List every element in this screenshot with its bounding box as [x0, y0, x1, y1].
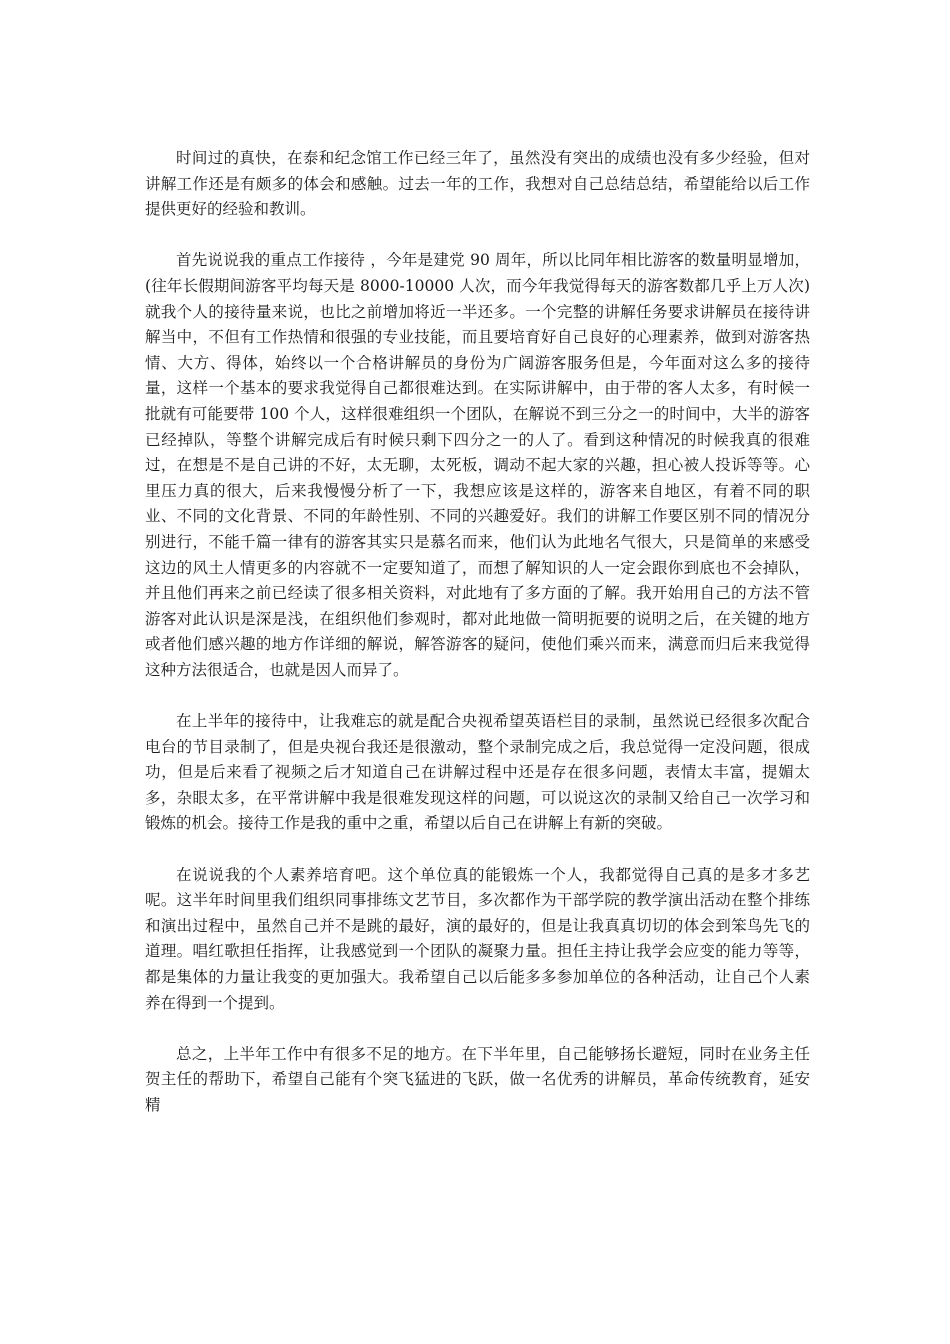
document-body [145, 146, 810, 1144]
paragraph-personal-development: 在说说我的个人素养培育吧。这个单位真的能锻炼一个人，我都觉得自己真的是多才多艺呢。这半年时间里我们组织同事排练文艺节目，多次都作为干部学院的教学演出活动在整个排练和演出过程中，虽然自己并不是跳的最好，演的最好的，但是让我真真切切的体会到笨鸟先飞的道理。唱红歌担任指挥，让我感觉到一个团队的凝聚力量。担任主持让我学会应变的能力等等，都是集体的力量让我变的更加强大。我希望自己以后能多多参加单位的各种活动，让自己个人素养在得到一个提到。 [145, 865, 810, 1012]
paragraph-conclusion: 总之，上半年工作中有很多不足的地方。在下半年里，自己能够扬长避短，同时在业务主任贺主任的帮助下，希望自己能有个突飞猛进的飞跃，做一名优秀的讲解员，革命传统教育，延安精 [145, 1044, 810, 1114]
paragraph-reception-work: 首先说说我的重点工作接待 ，今年是建党 90 周年，所以比同年相比游客的数量明显增加，(往年长假期间游客平均每天是 8000-10000 人次，而今年我觉得每天的游客数都几乎上万人次)就我个人的接待量来说，也比之前增加将近一半还多。一个完整的讲解任务要求讲解员在接待讲解当中，不但有工作热情和很强的专业技能，而且要培育好自己良好的心理素养，做到对游客热情、大方、得体，始终以一个合格讲解员的身份为广阔游客服务但是，今年面对这么多的接待量，这样一个基本的要求我觉得自己都很难达到。在实际讲解中，由于带的客人太多，有时候一批就有可能要带 100 个人，这样很难组织一个团队，在解说不到三分之一的时间中，大半的游客已经掉队，等整个讲解完成后有时候只剩下四分之一的人了。看到这种情况的时候我真的很难过，在想是不是自己讲的不好，太无聊，太死板，调动不起大家的兴趣，担心被人投诉等等。心里压力真的很大，后来我慢慢分析了一下，我想应该是这样的，游客来自地区，有着不同的职业、不同的文化背景、不同的年龄性别、不同的兴趣爱好。我们的讲解工作要区别不同的情况分别进行，不能千篇一律有的游客其实只是慕名而来，他们认为此地名气很大，只是简单的来感受这边的风土人情更多的内容就不一定要知道了，而想了解知识的人一定会跟你到底也不会掉队，并且他们再来之前已经读了很多相关资料，对此地有了多方面的了解。我开始用自己的方法不管游客对此认识是深是浅，在组织他们参观时，都对此地做一简明扼要的说明之后，在关键的地方或者他们感兴趣的地方作详细的解说，解答游客的疑问，使他们乘兴而来，满意而归后来我觉得这种方法很适合，也就是因人而异了。 [145, 251, 810, 679]
paragraph-intro: 时间过的真快，在泰和纪念馆工作已经三年了，虽然没有突出的成绩也没有多少经验，但对讲解工作还是有颇多的体会和感触。过去一年的工作，我想对自己总结总结，希望能给以后工作提供更好的经验和教训。 [145, 149, 810, 219]
paragraph-cctv-recording: 在上半年的接待中，让我难忘的就是配合央视希望英语栏目的录制，虽然说已经很多次配合电台的节目录制了，但是央视台我还是很激动，整个录制完成之后，我总觉得一定没问题，很成功，但是后来看了视频之后才知道自己在讲解过程中还是存在很多问题，表情太丰富，提媚太多，杂眼太多，在平常讲解中我是很难发现这样的问题，可以说这次的录制又给自己一次学习和锻炼的机会。接待工作是我的重中之重，希望以后自己在讲解上有新的突破。 [145, 712, 810, 833]
